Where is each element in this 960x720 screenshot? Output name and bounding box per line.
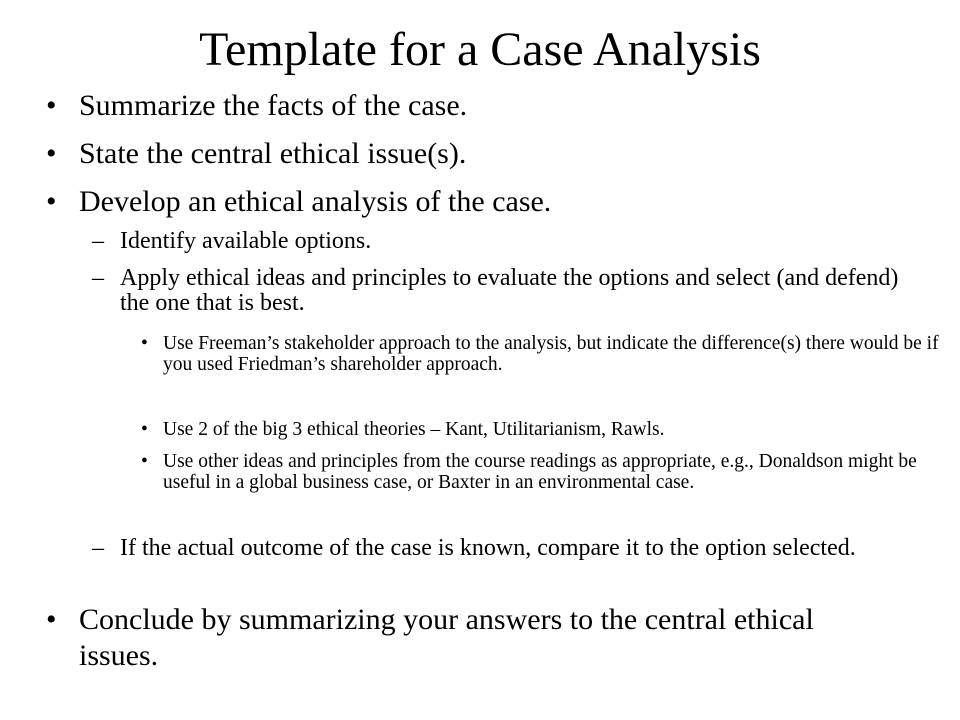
sub-bullet-item — [92, 536, 920, 561]
bullet-marker: • — [46, 137, 57, 170]
bullet-text: Summarize the facts of the case. — [79, 89, 468, 122]
sub-sub-bullet-item — [141, 419, 943, 440]
bullet-marker: • — [46, 603, 57, 636]
sub-bullet-text: Identify available options. — [120, 228, 372, 254]
bullet-item — [46, 184, 899, 220]
dash-marker: – — [92, 265, 104, 291]
sub-sub-bullet-text: Use 2 of the big 3 ethical theories – Kant, Utilitarianism, Rawls. — [163, 419, 665, 440]
sub-bullet-item — [92, 229, 920, 254]
bullet-text: State the central ethical issue(s). — [79, 137, 467, 170]
sub-bullet-item — [92, 266, 920, 316]
bullet-item — [46, 136, 899, 172]
bullet-marker: • — [141, 451, 148, 472]
bullet-item — [46, 602, 899, 674]
slide-title: Template for a Case Analysis — [199, 23, 761, 76]
sub-bullet-text: If the actual outcome of the case is known, compare it to the option selected. — [120, 535, 856, 561]
sub-sub-bullet-text: Use other ideas and principles from the course readings as appropriate, e.g., Donaldson might be useful in a global business case, or Baxter in an environmental case. — [163, 451, 917, 493]
dash-marker: – — [92, 535, 104, 561]
sub-sub-bullet-item — [141, 451, 943, 493]
bullet-marker: • — [141, 419, 148, 440]
sub-bullet-text: Apply ethical ideas and principles to evaluate the options and select (and defend) the one that is best. — [120, 265, 899, 316]
bullet-marker: • — [141, 333, 148, 354]
sub-sub-bullet-text: Use Freeman’s stakeholder approach to the analysis, but indicate the difference(s) there would be if you used Friedman’s shareholder approach. — [163, 333, 939, 375]
bullet-item — [46, 88, 899, 124]
bullet-text: Develop an ethical analysis of the case. — [79, 185, 552, 218]
bullet-marker: • — [46, 185, 57, 218]
bullet-text: Conclude by summarizing your answers to the central ethical issues. — [79, 603, 814, 672]
bullet-marker: • — [46, 89, 57, 122]
dash-marker: – — [92, 228, 104, 254]
sub-sub-bullet-item — [141, 333, 943, 375]
